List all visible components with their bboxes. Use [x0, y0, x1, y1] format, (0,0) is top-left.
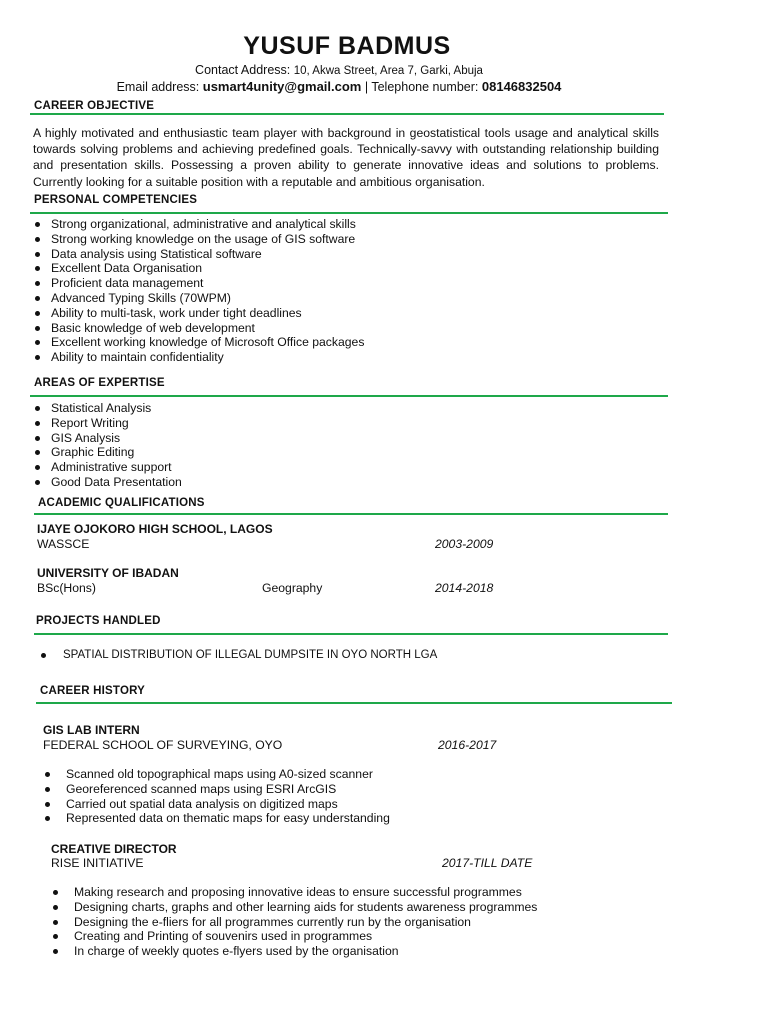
institution-name: UNIVERSITY OF IBADAN	[37, 566, 179, 580]
areas-of-expertise-rule	[30, 395, 668, 397]
list-item: Excellent Data Organisation	[34, 261, 364, 276]
list-item: Graphic Editing	[34, 445, 182, 460]
contact-address-line	[0, 63, 678, 77]
job-years: 2016-2017	[438, 738, 497, 752]
list-item: Administrative support	[34, 460, 182, 475]
job-years: 2017-TILL DATE	[442, 856, 533, 870]
list-item: Ability to maintain confidentiality	[34, 350, 364, 365]
list-item: Proficient data management	[34, 276, 364, 291]
career-objective-rule	[30, 113, 664, 115]
qualification: BSc(Hons)	[37, 581, 96, 595]
areas-of-expertise-title: AREAS OF EXPERTISE	[34, 377, 165, 389]
phone-label: Telephone number:	[371, 80, 479, 94]
career-objective-title: CAREER OBJECTIVE	[34, 100, 155, 112]
address-label: Contact Address:	[195, 63, 291, 77]
email-label: Email address:	[116, 80, 200, 94]
personal-competencies-title: PERSONAL COMPETENCIES	[34, 194, 198, 206]
list-item: Excellent working knowledge of Microsoft Office packages	[34, 335, 364, 350]
job-organisation: FEDERAL SCHOOL OF SURVEYING, OYO	[43, 738, 283, 752]
job-organisation: RISE INITIATIVE	[51, 856, 144, 870]
list-item: SPATIAL DISTRIBUTION OF ILLEGAL DUMPSITE IN OYO NORTH LGA	[40, 648, 437, 663]
applicant-name: YUSUF BADMUS	[243, 32, 451, 60]
list-item: Represented data on thematic maps for easy understanding	[44, 811, 390, 826]
job-role: CREATIVE DIRECTOR	[51, 842, 177, 856]
list-item: Ability to multi-task, work under tight deadlines	[34, 306, 364, 321]
job-duties-list	[52, 885, 537, 959]
career-history-title: CAREER HISTORY	[40, 685, 146, 697]
address-value: 10, Akwa Street, Area 7, Garki, Abuja	[293, 65, 483, 77]
course-of-study: Geography	[262, 581, 323, 595]
list-item: Report Writing	[34, 416, 182, 431]
list-item: Scanned old topographical maps using A0-sized scanner	[44, 767, 390, 782]
phone-value: 08146832504	[481, 79, 562, 94]
list-item: Designing the e-fliers for all programmes currently run by the organisation	[52, 915, 537, 930]
academic-qualifications-title: ACADEMIC QUALIFICATIONS	[38, 497, 205, 509]
job-role: GIS LAB INTERN	[43, 723, 140, 737]
list-item: Designing charts, graphs and other learning aids for students awareness programmes	[52, 900, 537, 915]
areas-of-expertise-list	[34, 401, 182, 490]
list-item: Advanced Typing Skills (70WPM)	[34, 291, 364, 306]
institution-name: IJAYE OJOKORO HIGH SCHOOL, LAGOS	[37, 522, 273, 536]
list-item: Good Data Presentation	[34, 475, 182, 490]
list-item: Statistical Analysis	[34, 401, 182, 416]
email-phone-line	[0, 79, 678, 94]
list-item: Carried out spatial data analysis on digitized maps	[44, 797, 390, 812]
list-item: Making research and proposing innovative ideas to ensure successful programmes	[52, 885, 537, 900]
list-item: Basic knowledge of web development	[34, 321, 364, 336]
career-objective-text: A highly motivated and enthusiastic team player with background in geostatistical tools usage and analytical skills towards solving problems and achieving predefined goals. Technically-savvy with outstanding relationship building and presentation skills. Possessing a proven ability to generate innovative ideas and solutions to problems. Currently looking for a suitable position with a reputable and ambitious organisation.	[33, 126, 659, 189]
qualification-years: 2003-2009	[435, 537, 494, 551]
email-value[interactable]: usmart4unity@gmail.com	[202, 79, 362, 94]
qualification-years: 2014-2018	[435, 581, 494, 595]
projects-handled-title: PROJECTS HANDLED	[36, 615, 161, 627]
projects-list	[40, 648, 437, 663]
personal-competencies-rule	[30, 212, 668, 214]
list-item: Data analysis using Statistical software	[34, 247, 364, 262]
list-item: Strong working knowledge on the usage of GIS software	[34, 232, 364, 247]
career-history-rule	[36, 702, 672, 704]
projects-handled-rule	[34, 633, 668, 635]
separator: |	[364, 80, 369, 94]
academic-qualifications-rule	[34, 513, 668, 515]
job-duties-list	[44, 767, 390, 826]
list-item: GIS Analysis	[34, 431, 182, 446]
qualification: WASSCE	[37, 537, 90, 551]
list-item: Strong organizational, administrative and analytical skills	[34, 217, 364, 232]
list-item: Georeferenced scanned maps using ESRI ArcGIS	[44, 782, 390, 797]
list-item: Creating and Printing of souvenirs used in programmes	[52, 929, 537, 944]
personal-competencies-list	[34, 217, 364, 365]
list-item: In charge of weekly quotes e-flyers used by the organisation	[52, 944, 537, 959]
